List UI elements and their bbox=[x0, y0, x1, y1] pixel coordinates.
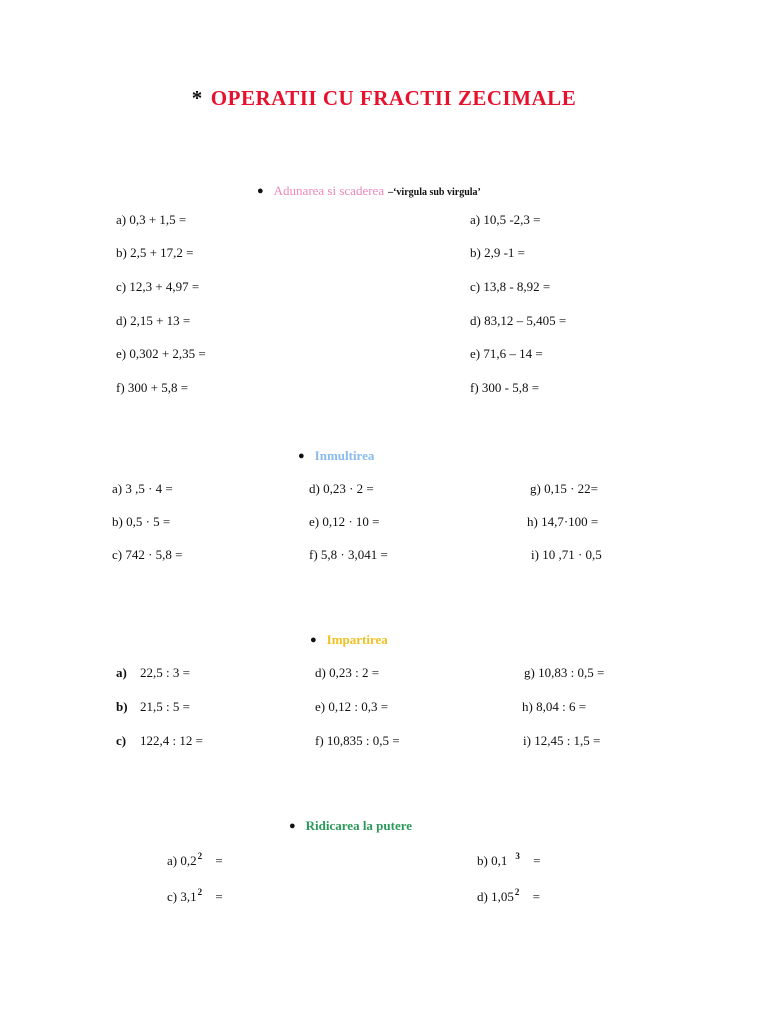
exercise-impartire-f: f) 10,835 : 0,5 = bbox=[315, 733, 400, 748]
section-heading-inmultirea bbox=[298, 448, 374, 464]
putere-base: d) 1,05 bbox=[477, 889, 514, 904]
exercise-impartire-g: g) 10,83 : 0,5 = bbox=[524, 665, 605, 680]
heading-ridicarea: Ridicarea la putere bbox=[305, 818, 413, 833]
bullet-icon: ● bbox=[310, 634, 317, 646]
exercise-inmultire-b: b) 0,5 · 5 = bbox=[112, 514, 171, 529]
exercise-putere-c bbox=[167, 887, 223, 905]
exercise-inmultire-h: h) 14,7·100 = bbox=[527, 514, 599, 529]
exercise-scadere-c: c) 13,8 - 8,92 = bbox=[470, 279, 551, 294]
exercise-adunare-d: d) 2,15 + 13 = bbox=[116, 313, 191, 328]
exercise-inmultire-a: a) 3 ,5 · 4 = bbox=[112, 481, 173, 496]
bullet-icon: ● bbox=[289, 820, 296, 832]
bullet-icon: ● bbox=[298, 450, 305, 462]
heading-impartirea: Impartirea bbox=[326, 632, 388, 647]
exercise-scadere-e: e) 71,6 – 14 = bbox=[470, 346, 543, 361]
exercise-scadere-d: d) 83,12 – 5,405 = bbox=[470, 313, 567, 328]
exercise-impartire-d: d) 0,23 : 2 = bbox=[315, 665, 380, 680]
section-heading-ridicarea bbox=[289, 818, 412, 834]
section-heading-adunarea bbox=[257, 183, 481, 199]
exercise-adunare-f: f) 300 + 5,8 = bbox=[116, 380, 189, 395]
title-text: OPERATII CU FRACTII ZECIMALE bbox=[210, 86, 577, 110]
putere-base: b) 0,1 bbox=[477, 853, 508, 868]
label-impartire-a: a) bbox=[116, 665, 127, 680]
exercise-adunare-b: b) 2,5 + 17,2 = bbox=[116, 245, 194, 260]
putere-exponent: 2 bbox=[197, 851, 203, 861]
heading-inmultirea: Inmultirea bbox=[314, 448, 375, 463]
exercise-adunare-a: a) 0,3 + 1,5 = bbox=[116, 212, 187, 227]
exercise-inmultire-e: e) 0,12 · 10 = bbox=[309, 514, 380, 529]
exercise-putere-b bbox=[477, 851, 540, 869]
exercise-scadere-b: b) 2,9 -1 = bbox=[470, 245, 525, 260]
exercise-scadere-f: f) 300 - 5,8 = bbox=[470, 380, 540, 395]
title-star: * bbox=[191, 86, 203, 110]
putere-exponent: 2 bbox=[197, 887, 203, 897]
putere-base: a) 0,2 bbox=[167, 853, 197, 868]
putere-base: c) 3,1 bbox=[167, 889, 197, 904]
label-impartire-c: c) bbox=[116, 733, 127, 748]
exercise-inmultire-f: f) 5,8 · 3,041 = bbox=[309, 547, 388, 562]
exercise-impartire-i: i) 12,45 : 1,5 = bbox=[523, 733, 601, 748]
exercise-impartire-c: 122,4 : 12 = bbox=[140, 733, 203, 748]
heading-note: –‘virgula sub virgula’ bbox=[388, 187, 481, 198]
exercise-inmultire-c: c) 742 · 5,8 = bbox=[112, 547, 183, 562]
section-heading-impartirea bbox=[310, 632, 388, 648]
putere-exponent: 3 bbox=[515, 851, 520, 861]
exercise-impartire-h: h) 8,04 : 6 = bbox=[522, 699, 587, 714]
page-title bbox=[0, 86, 768, 111]
exercise-putere-a bbox=[167, 851, 223, 869]
exercise-adunare-e: e) 0,302 + 2,35 = bbox=[116, 346, 206, 361]
putere-equals: = bbox=[215, 853, 223, 868]
putere-equals: = bbox=[215, 889, 223, 904]
exercise-inmultire-g: g) 0,15 · 22= bbox=[530, 481, 598, 496]
exercise-adunare-c: c) 12,3 + 4,97 = bbox=[116, 279, 200, 294]
exercise-inmultire-i: i) 10 ,71 · 0,5 bbox=[531, 547, 602, 562]
exercise-impartire-e: e) 0,12 : 0,3 = bbox=[315, 699, 389, 714]
label-impartire-b: b) bbox=[116, 699, 128, 714]
exercise-inmultire-d: d) 0,23 · 2 = bbox=[309, 481, 374, 496]
exercise-impartire-a: 22,5 : 3 = bbox=[140, 665, 190, 680]
putere-equals: = bbox=[532, 889, 540, 904]
putere-exponent: 2 bbox=[514, 887, 520, 897]
exercise-putere-d bbox=[477, 887, 540, 905]
putere-equals: = bbox=[533, 853, 541, 868]
heading-adunarea: Adunarea si scaderea bbox=[273, 183, 385, 198]
exercise-impartire-b: 21,5 : 5 = bbox=[140, 699, 190, 714]
bullet-icon: ● bbox=[257, 185, 264, 197]
exercise-scadere-a: a) 10,5 -2,3 = bbox=[470, 212, 541, 227]
